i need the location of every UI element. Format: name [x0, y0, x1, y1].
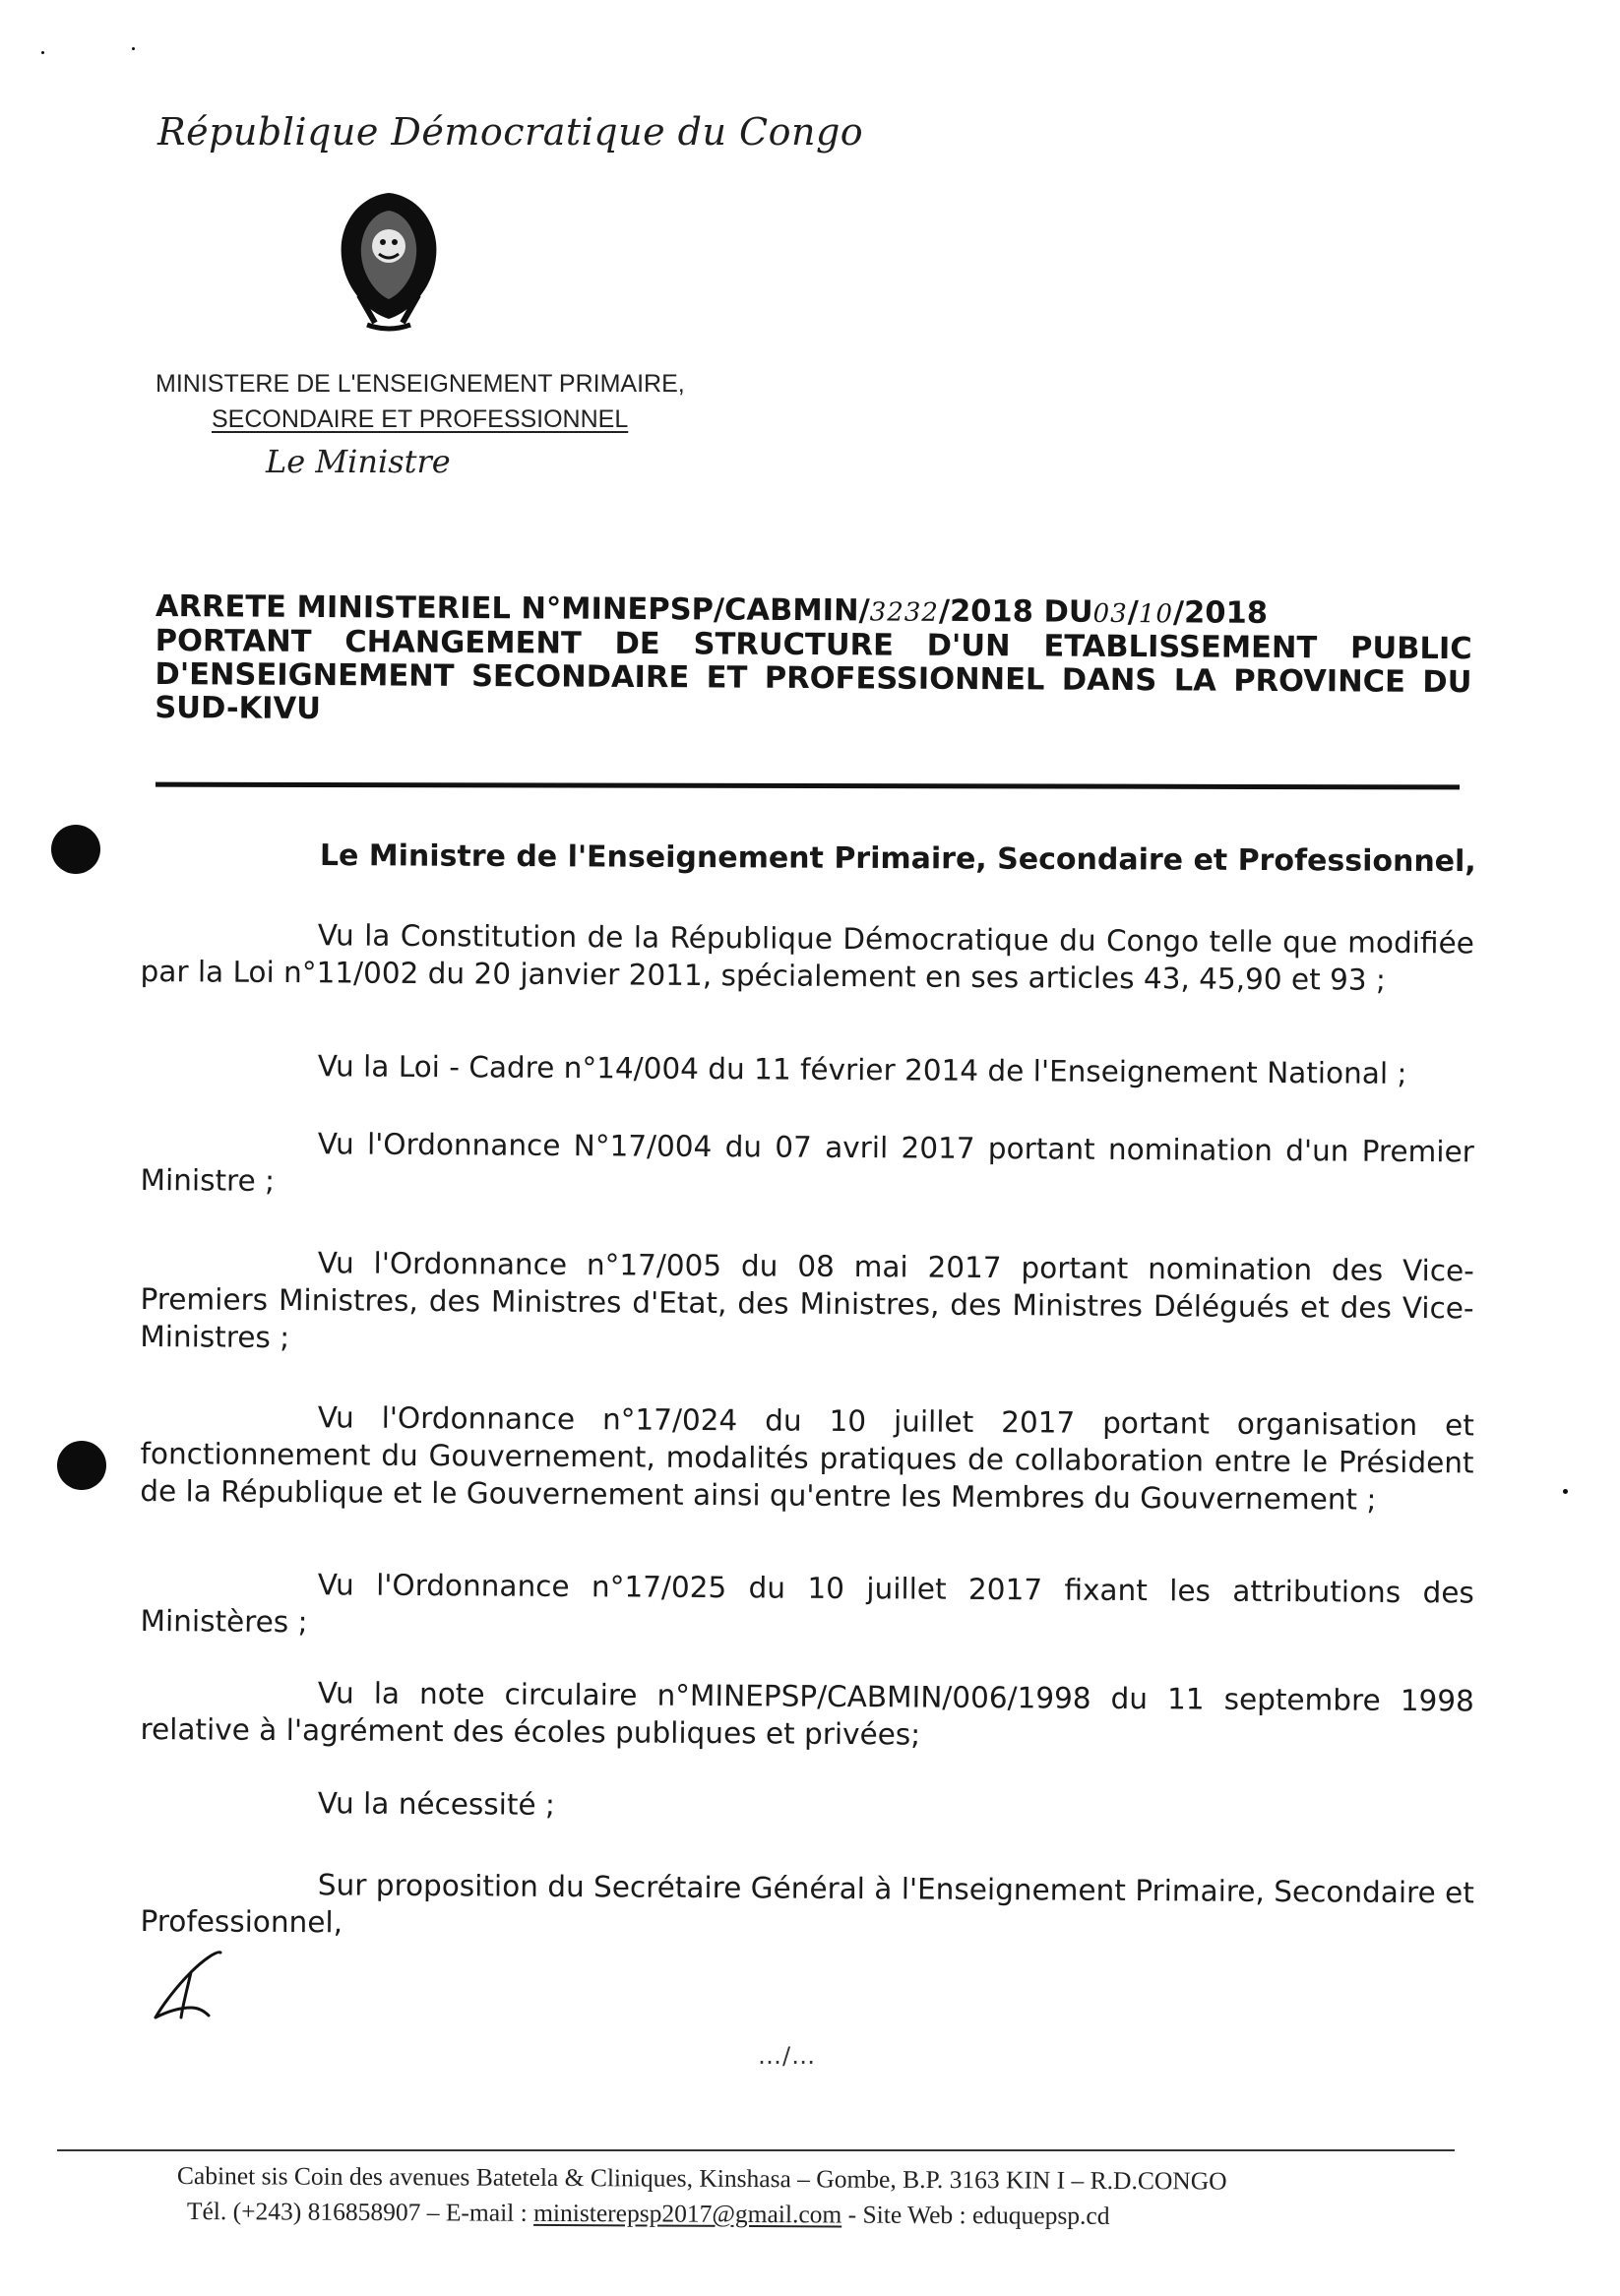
- title-divider: [156, 782, 1460, 790]
- republic-heading: République Démocratique du Congo: [157, 110, 864, 154]
- minister-title: Le Ministre: [266, 443, 451, 480]
- handwritten-number: 3232: [869, 597, 939, 628]
- handwritten-day: 03: [1092, 598, 1128, 630]
- paragraph: Vu la nécessité ;: [317, 1786, 556, 1822]
- paragraph: Vu l'Ordonnance n°17/025 du 10 juillet 2017 fixant les attributions des Ministères ;: [140, 1568, 1474, 1640]
- paragraph: Vu la Constitution de la République Démocratique du Congo telle que modifiée par la Loi n°11/002 du 20 janvier 2011, spécialement en ses articles 43, 45,90 et 93 ;: [140, 918, 1474, 997]
- handwritten-initials-icon: [148, 1947, 226, 2025]
- punch-hole-icon: [51, 825, 100, 874]
- decree-title-line3: D'ENSEIGNEMENT SECONDAIRE ET PROFESSIONNEL DANS LA PROVINCE DU: [155, 656, 1472, 701]
- paragraph: Vu l'Ordonnance n°17/024 du 10 juillet 2017 portant organisation et fonctionnement du Gouvernement, modalités pratiques de collaboration entre le Président de la République et le Gouvernement ainsi qu'entre les Membres du Gouvernement ;: [140, 1400, 1474, 1517]
- paragraph: Vu la note circulaire n°MINEPSP/CABMIN/006/1998 du 11 septembre 1998 relative à l'agrément des écoles publiques et privées;: [140, 1676, 1474, 1752]
- paragraph: Vu l'Ordonnance n°17/005 du 08 mai 2017 portant nomination des Vice-Premiers Ministres, des Ministres d'Etat, des Ministres, des Ministres Délégués et des Vice-Ministres ;: [140, 1246, 1474, 1355]
- punch-hole-icon: [57, 1441, 106, 1490]
- page-continuation: …/…: [758, 2042, 817, 2070]
- ministry-name-line2: SECONDAIRE ET PROFESSIONNEL: [212, 405, 629, 433]
- footer-divider: [57, 2149, 1455, 2151]
- footer-address: Cabinet sis Coin des avenues Batetela & Cliniques, Kinshasa – Gombe, B.P. 3163 KIN I – R.D.CONGO: [176, 2161, 1227, 2196]
- paragraph: Vu la Loi - Cadre n°14/004 du 11 février 2014 de l'Enseignement National ;: [317, 1049, 1407, 1090]
- speck: [132, 47, 135, 50]
- ministry-name-line1: MINISTERE DE L'ENSEIGNEMENT PRIMAIRE,: [156, 370, 685, 398]
- speck: [41, 51, 44, 54]
- speck: [1563, 1489, 1568, 1494]
- coat-of-arms-icon: [320, 185, 458, 333]
- decree-number-line: ARRETE MINISTERIEL N°MINEPSP/CABMIN/3232/2018 DU03/10/2018: [155, 590, 1269, 631]
- email-link[interactable]: ministerepsp2017@gmail.com: [533, 2198, 842, 2229]
- decree-title-line2: PORTANT CHANGEMENT DE STRUCTURE D'UN ETABLISSEMENT PUBLIC: [155, 623, 1472, 667]
- decree-title: [155, 590, 1472, 733]
- addressee: Le Ministre de l'Enseignement Primaire, Secondaire et Professionnel,: [319, 838, 1476, 880]
- footer-contact: Tél. (+243) 816858907 – E-mail : ministerepsp2017@gmail.com - Site Web : eduquepsp.cd: [186, 2197, 1110, 2230]
- paragraph: Sur proposition du Secrétaire Général à l'Enseignement Primaire, Secondaire et Professionnel,: [140, 1868, 1474, 1940]
- paragraph: Vu l'Ordonnance N°17/004 du 07 avril 2017 portant nomination d'un Premier Ministre ;: [140, 1127, 1474, 1198]
- decree-title-line4: SUD-KIVU: [155, 690, 322, 727]
- handwritten-month: 10: [1138, 599, 1174, 630]
